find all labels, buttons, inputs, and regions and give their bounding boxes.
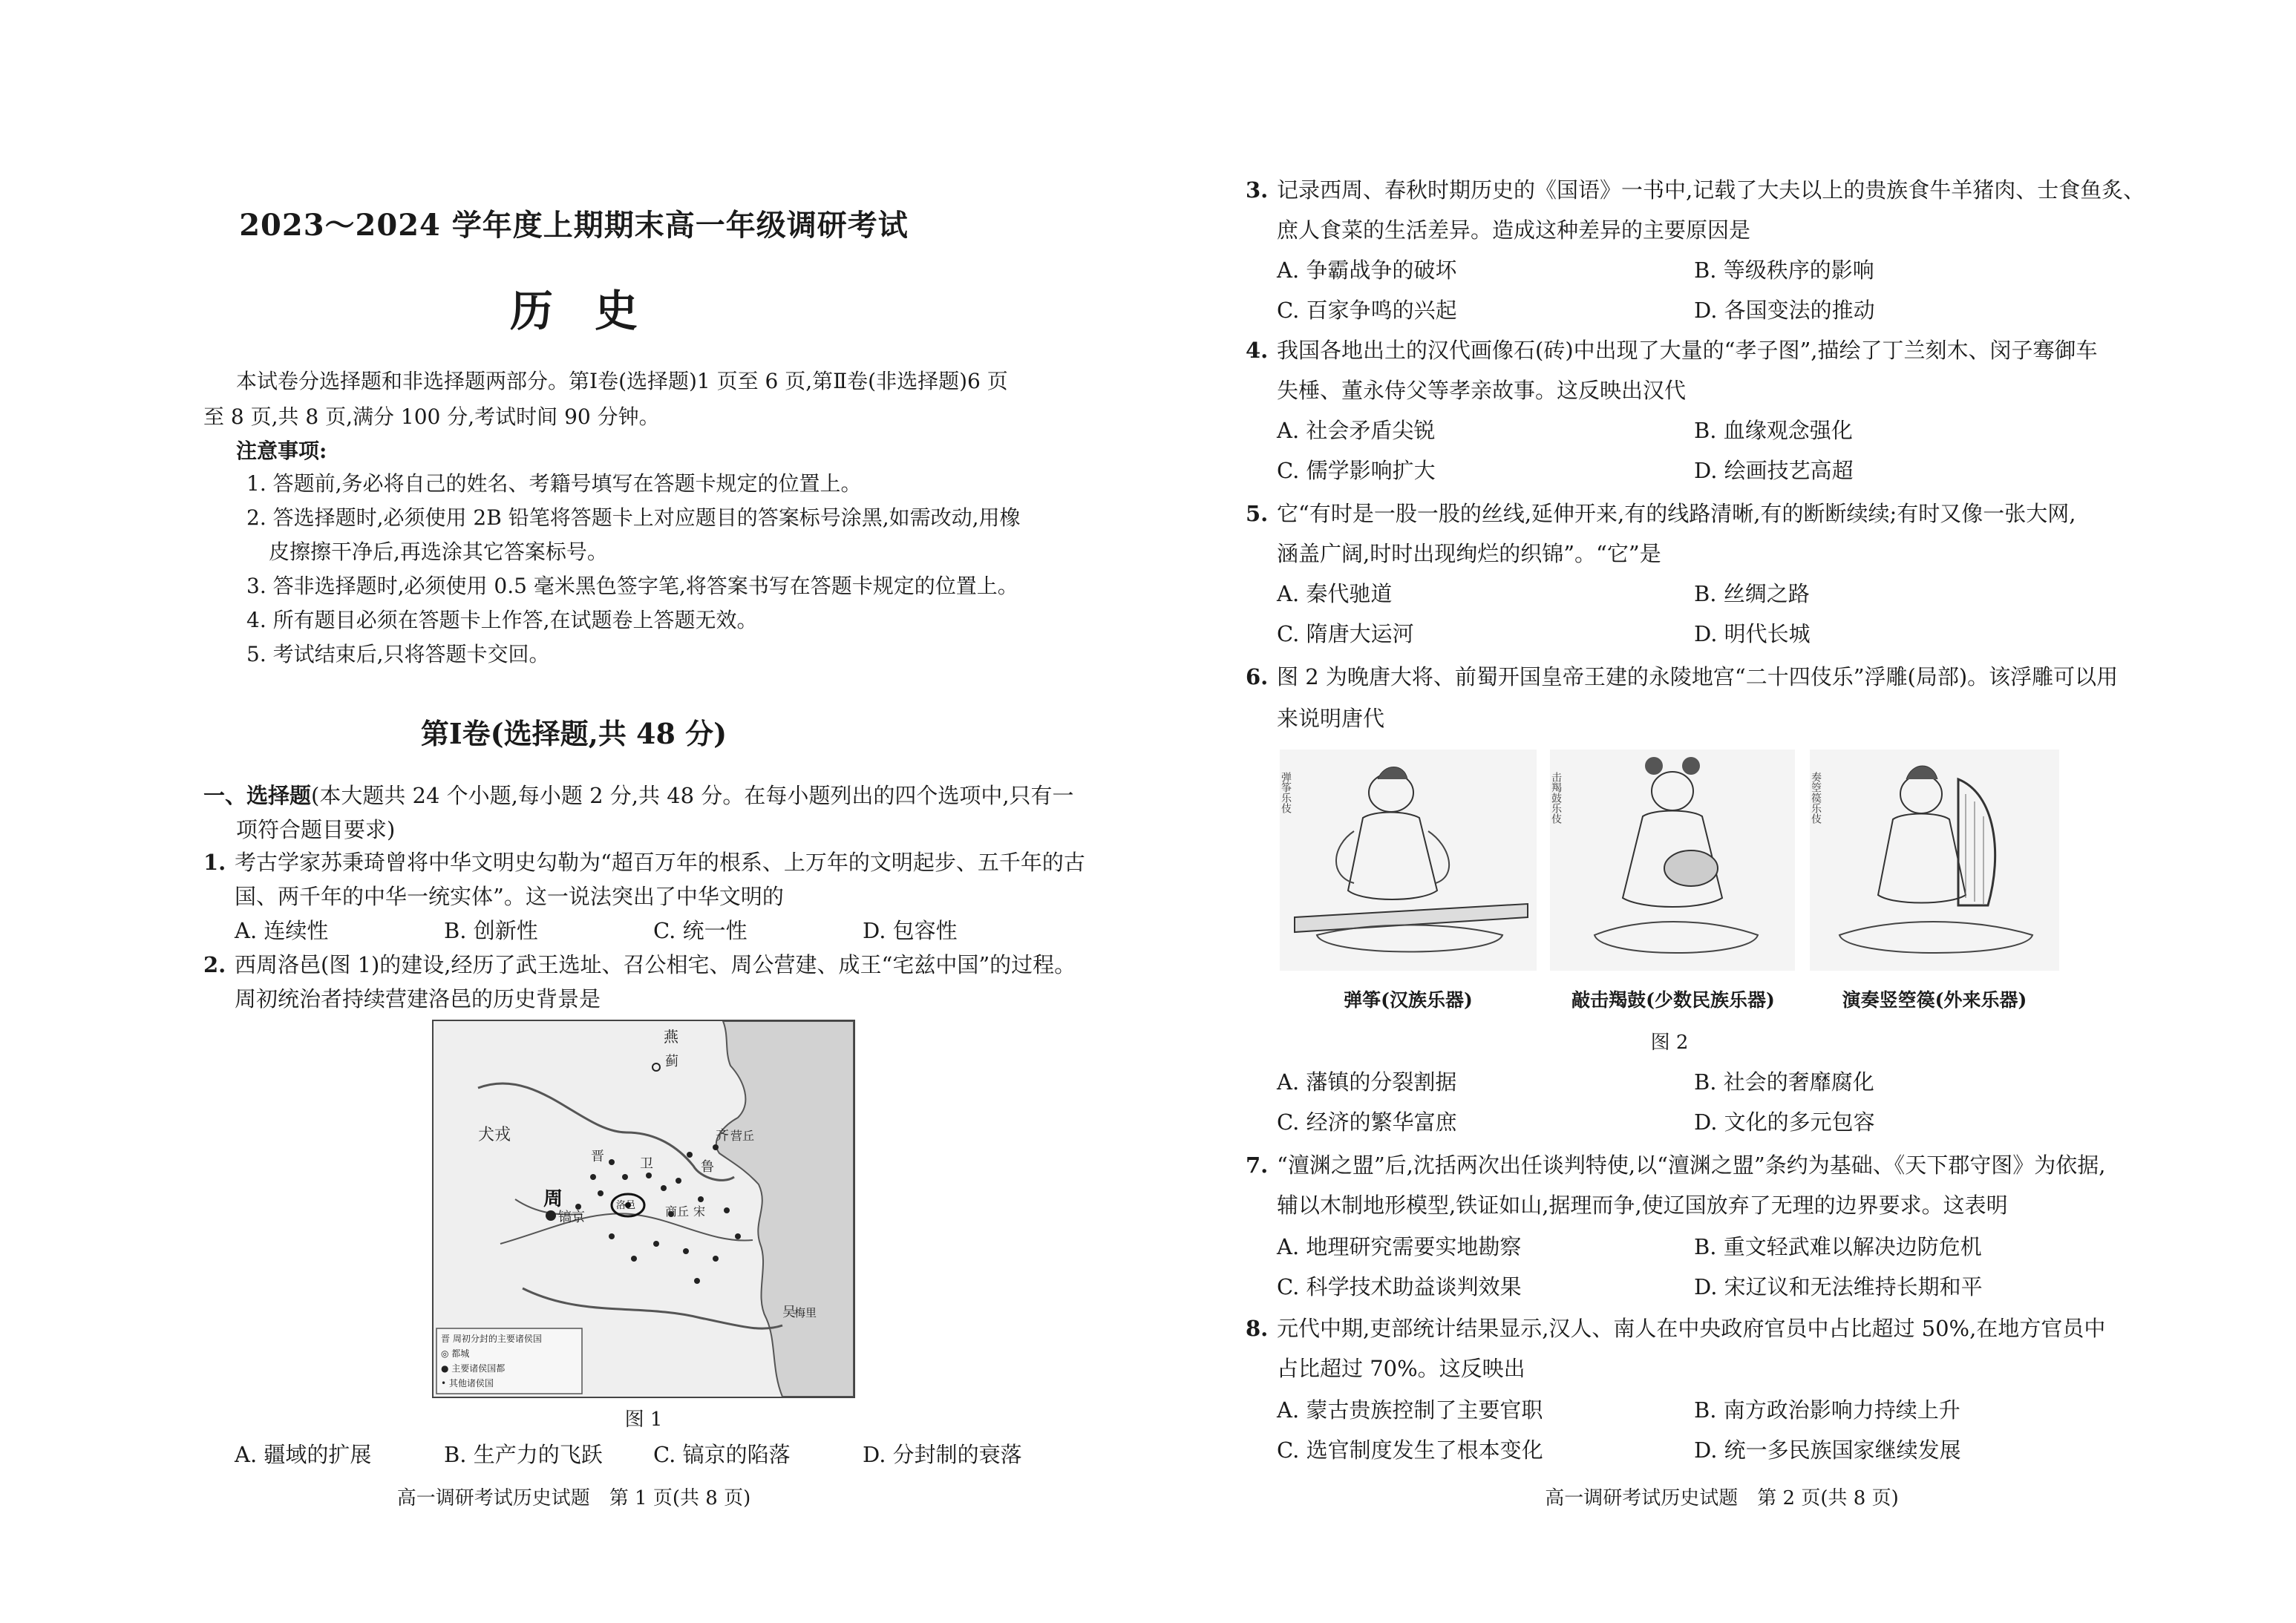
question-text-cont: 国、两千年的中华一统实体”。这一说法突出了中华文明的	[235, 884, 784, 909]
option-d[interactable]: D. 明代长城	[1694, 621, 1811, 646]
notice-item: 3. 答非选择题时,必须使用 0.5 毫米黑色签字笔,将答案书写在答题卡规定的位置上。	[246, 574, 1018, 598]
question-text-cont: 占比超过 70%。这反映出	[1277, 1356, 1525, 1381]
question-text-cont: 涵盖广阔,时时出现绚烂的织锦”。“它”是	[1277, 541, 1661, 566]
option-d[interactable]: D. 各国变法的推动	[1694, 298, 1875, 323]
ji-city-marker	[653, 1063, 660, 1071]
question-4	[1246, 329, 2098, 371]
question-text-cont: 失棰、董永侍父等孝亲故事。这反映出汉代	[1277, 378, 1687, 403]
exam-page-2	[1148, 0, 2296, 1623]
question-number: 5.	[1246, 501, 1269, 526]
intro-line-2: 至 8 页,共 8 页,满分 100 分,考试时间 90 分钟。	[203, 404, 660, 429]
question-number: 3.	[1246, 177, 1269, 203]
figure-1-caption: 图 1	[624, 1409, 663, 1431]
option-b[interactable]: B. 社会的奢靡腐化	[1694, 1069, 1874, 1095]
image-caption: 敲击羯鼓(少数民族乐器)	[1571, 989, 1775, 1011]
question-text-cont: 周初统治者持续营建洛邑的历史背景是	[235, 986, 601, 1011]
figure-2-caption: 图 2	[1650, 1032, 1689, 1054]
map-label-haojing: 镐京	[558, 1210, 585, 1225]
question-text: 它“有时是一股一股的丝线,延伸开来,有的线路清晰,有的断断续续;有时又像一张大网,	[1277, 501, 2076, 526]
question-text: 我国各地出土的汉代画像石(砖)中出现了大量的“孝子图”,描绘了丁兰刻木、闵子骞御车	[1277, 338, 2098, 363]
option-d[interactable]: D. 文化的多元包容	[1694, 1109, 1875, 1135]
option-a[interactable]: A. 藩镇的分裂割据	[1277, 1069, 1457, 1095]
yangtze-river	[523, 1288, 782, 1328]
question-number: 7.	[1246, 1153, 1269, 1178]
option-a[interactable]: A. 蒙古贵族控制了主要官职	[1277, 1397, 1543, 1423]
notice-item: 4. 所有题目必须在答题卡上作答,在试题卷上答题无效。	[246, 608, 758, 632]
image-caption: 演奏竖箜篌(外来乐器)	[1842, 989, 2027, 1011]
option-a[interactable]: A. 秦代驰道	[1277, 581, 1393, 606]
question-text: 图 2 为晚唐大将、前蜀开国皇帝王建的永陵地宫“二十四伎乐”浮雕(局部)。该浮雕可以用	[1277, 664, 2119, 689]
sea-area	[716, 1021, 854, 1397]
question-6	[1246, 656, 2118, 698]
question-text: 记录西周、春秋时期历史的《国语》一书中,记载了大夫以上的贵族食牛羊猪肉、士食鱼炙、	[1277, 177, 2145, 203]
option-d[interactable]: D. 宋辽议和无法维持长期和平	[1694, 1274, 1983, 1299]
map-label-song: 宋	[693, 1204, 706, 1219]
map-label-wu: 吴	[782, 1305, 796, 1320]
yellow-river	[478, 1083, 734, 1181]
part-description-cont: 项符合题目要求)	[236, 817, 396, 842]
jiegu-drum	[1664, 850, 1718, 886]
question-number: 6.	[1246, 664, 1269, 689]
page-footer: 高一调研考试历史试题 第 2 页(共 8 页)	[1545, 1487, 1899, 1509]
option-d[interactable]: D. 分封制的衰落	[863, 1442, 1022, 1467]
question-number: 8.	[1246, 1316, 1269, 1341]
option-d[interactable]: D. 包容性	[863, 918, 958, 943]
option-c[interactable]: C. 镐京的陷落	[653, 1442, 791, 1467]
figure-1-map	[432, 1020, 855, 1398]
zheng-player-drawing	[1280, 750, 1537, 971]
map-label-quanrong: 犬戎	[478, 1126, 511, 1144]
option-c[interactable]: C. 儒学影响扩大	[1277, 458, 1436, 483]
notice-item: 5. 考试结束后,只将答题卡交回。	[246, 642, 550, 666]
map-label-qi: 齐	[716, 1128, 729, 1144]
map-label-luoyi: 洛邑	[616, 1200, 636, 1211]
figure-2-jiegu-player	[1550, 750, 1795, 971]
option-c[interactable]: C. 科学技术助益谈判效果	[1277, 1274, 1522, 1299]
map-label-yingqiu: 营丘	[730, 1129, 755, 1143]
option-b[interactable]: B. 等级秩序的影响	[1694, 258, 1874, 283]
option-d[interactable]: D. 统一多民族国家继续发展	[1694, 1437, 1961, 1463]
map-legend-item: 晋 周初分封的主要诸侯国	[441, 1334, 542, 1344]
question-number: 2.	[203, 952, 226, 977]
page-footer: 高一调研考试历史试题 第 1 页(共 8 页)	[396, 1487, 751, 1509]
map-legend-item: • 其他诸侯国	[441, 1378, 494, 1388]
part-heading: 一、选择题	[203, 783, 312, 808]
option-b[interactable]: B. 重文轻武难以解决边防危机	[1694, 1234, 1982, 1259]
option-c[interactable]: C. 选官制度发生了根本变化	[1277, 1437, 1543, 1463]
intro-line-1: 本试卷分选择题和非选择题两部分。第Ⅰ卷(选择题)1 页至 6 页,第Ⅱ卷(非选择题)6 页	[236, 369, 1008, 393]
question-number: 1.	[203, 850, 226, 875]
notice-item: 2. 答选择题时,必须使用 2B 铅笔将答题卡上对应题目的答案标号涂黑,如需改动,用橡	[246, 505, 1021, 530]
exam-title: 2023～2024 学年度上期期末高一年级调研考试	[239, 208, 909, 243]
map-label-zhou: 周	[543, 1188, 563, 1210]
question-text-cont: 辅以木制地形模型,铁证如山,据理而争,使辽国放弃了无理的边界要求。这表明	[1277, 1193, 2008, 1218]
map-label-ji: 蓟	[665, 1054, 678, 1069]
map-label-wei: 卫	[640, 1156, 653, 1172]
question-text-cont: 庶人食菜的生活差异。造成这种差异的主要原因是	[1277, 217, 1751, 243]
subject-title: 历史	[509, 286, 679, 336]
map-label-jin: 晋	[591, 1149, 604, 1164]
map-legend-item: ● 主要诸侯国都	[441, 1363, 506, 1374]
question-7	[1246, 1144, 2105, 1186]
option-a[interactable]: A. 争霸战争的破坏	[1277, 258, 1457, 283]
option-b[interactable]: B. 生产力的飞跃	[444, 1442, 603, 1467]
zheng-instrument	[1295, 904, 1528, 932]
image-tag: 奏箜篌乐伎	[1810, 772, 1822, 824]
image-tag: 击羯鼓乐伎	[1550, 772, 1562, 824]
option-a[interactable]: A. 疆域的扩展	[235, 1442, 372, 1467]
option-b[interactable]: B. 南方政治影响力持续上升	[1694, 1397, 1960, 1423]
question-text: 元代中期,吏部统计结果显示,汉人、南人在中央政府官员中占比超过 50%,在地方官员中	[1277, 1316, 2106, 1341]
map-label-meili: 梅里	[794, 1306, 817, 1319]
option-c[interactable]: C. 百家争鸣的兴起	[1277, 298, 1457, 323]
option-d[interactable]: D. 绘画技艺高超	[1694, 458, 1854, 483]
option-c[interactable]: C. 隋唐大运河	[1277, 621, 1414, 646]
option-a[interactable]: A. 连续性	[235, 918, 329, 943]
map-label-shangqiu: 商丘	[665, 1204, 690, 1219]
figure-2-zheng-player	[1280, 750, 1537, 971]
huai-river	[500, 1213, 753, 1244]
option-b[interactable]: B. 血缘观念强化	[1694, 418, 1853, 443]
notice-item: 1. 答题前,务必将自己的姓名、考籍号填写在答题卡规定的位置上。	[246, 471, 862, 496]
option-b[interactable]: B. 创新性	[444, 918, 538, 943]
question-number: 4.	[1246, 338, 1269, 363]
question-text: 考古学家苏秉琦曾将中华文明史勾勒为“超百万年的根系、上万年的文明起步、五千年的古	[235, 850, 1085, 875]
jiegu-player-drawing	[1550, 750, 1795, 971]
option-b[interactable]: B. 丝绸之路	[1694, 581, 1810, 606]
question-8	[1246, 1308, 2105, 1349]
option-a[interactable]: A. 社会矛盾尖锐	[1277, 418, 1436, 443]
section-title: 第Ⅰ卷(选择题,共 48 分)	[420, 717, 727, 750]
map-label-lu: 鲁	[701, 1159, 714, 1175]
option-c[interactable]: C. 经济的繁华富庶	[1277, 1109, 1457, 1135]
image-caption: 弹筝(汉族乐器)	[1344, 989, 1473, 1011]
option-a[interactable]: A. 地理研究需要实地勘察	[1277, 1234, 1522, 1259]
question-text-cont: 来说明唐代	[1277, 706, 1385, 731]
konghou-player-drawing	[1810, 750, 2059, 971]
notice-item: 皮擦擦干净后,再选涂其它答案标号。	[269, 540, 608, 564]
option-c[interactable]: C. 统一性	[653, 918, 748, 943]
map-svg	[434, 1021, 854, 1397]
image-tag: 弹筝乐伎	[1280, 772, 1292, 813]
map-label-yan: 燕	[664, 1028, 678, 1046]
question-5	[1246, 493, 2076, 534]
question-text: 西周洛邑(图 1)的建设,经历了武王选址、召公相宅、周公营建、成王“宅兹中国”的过程。	[235, 952, 1076, 977]
notice-heading: 注意事项:	[236, 439, 327, 463]
question-3	[1246, 169, 2145, 211]
map-legend-item: ◎ 都城	[441, 1348, 470, 1359]
question-text: “澶渊之盟”后,沈括两次出任谈判特使,以“澶渊之盟”条约为基础、《天下郡守图》为依据,	[1277, 1153, 2106, 1178]
figure-2-konghou-player	[1810, 750, 2059, 971]
haojing-capital-marker	[546, 1210, 556, 1221]
part-description: (本大题共 24 个小题,每小题 2 分,共 48 分。在每小题列出的四个选项中,只有一	[311, 783, 1074, 808]
